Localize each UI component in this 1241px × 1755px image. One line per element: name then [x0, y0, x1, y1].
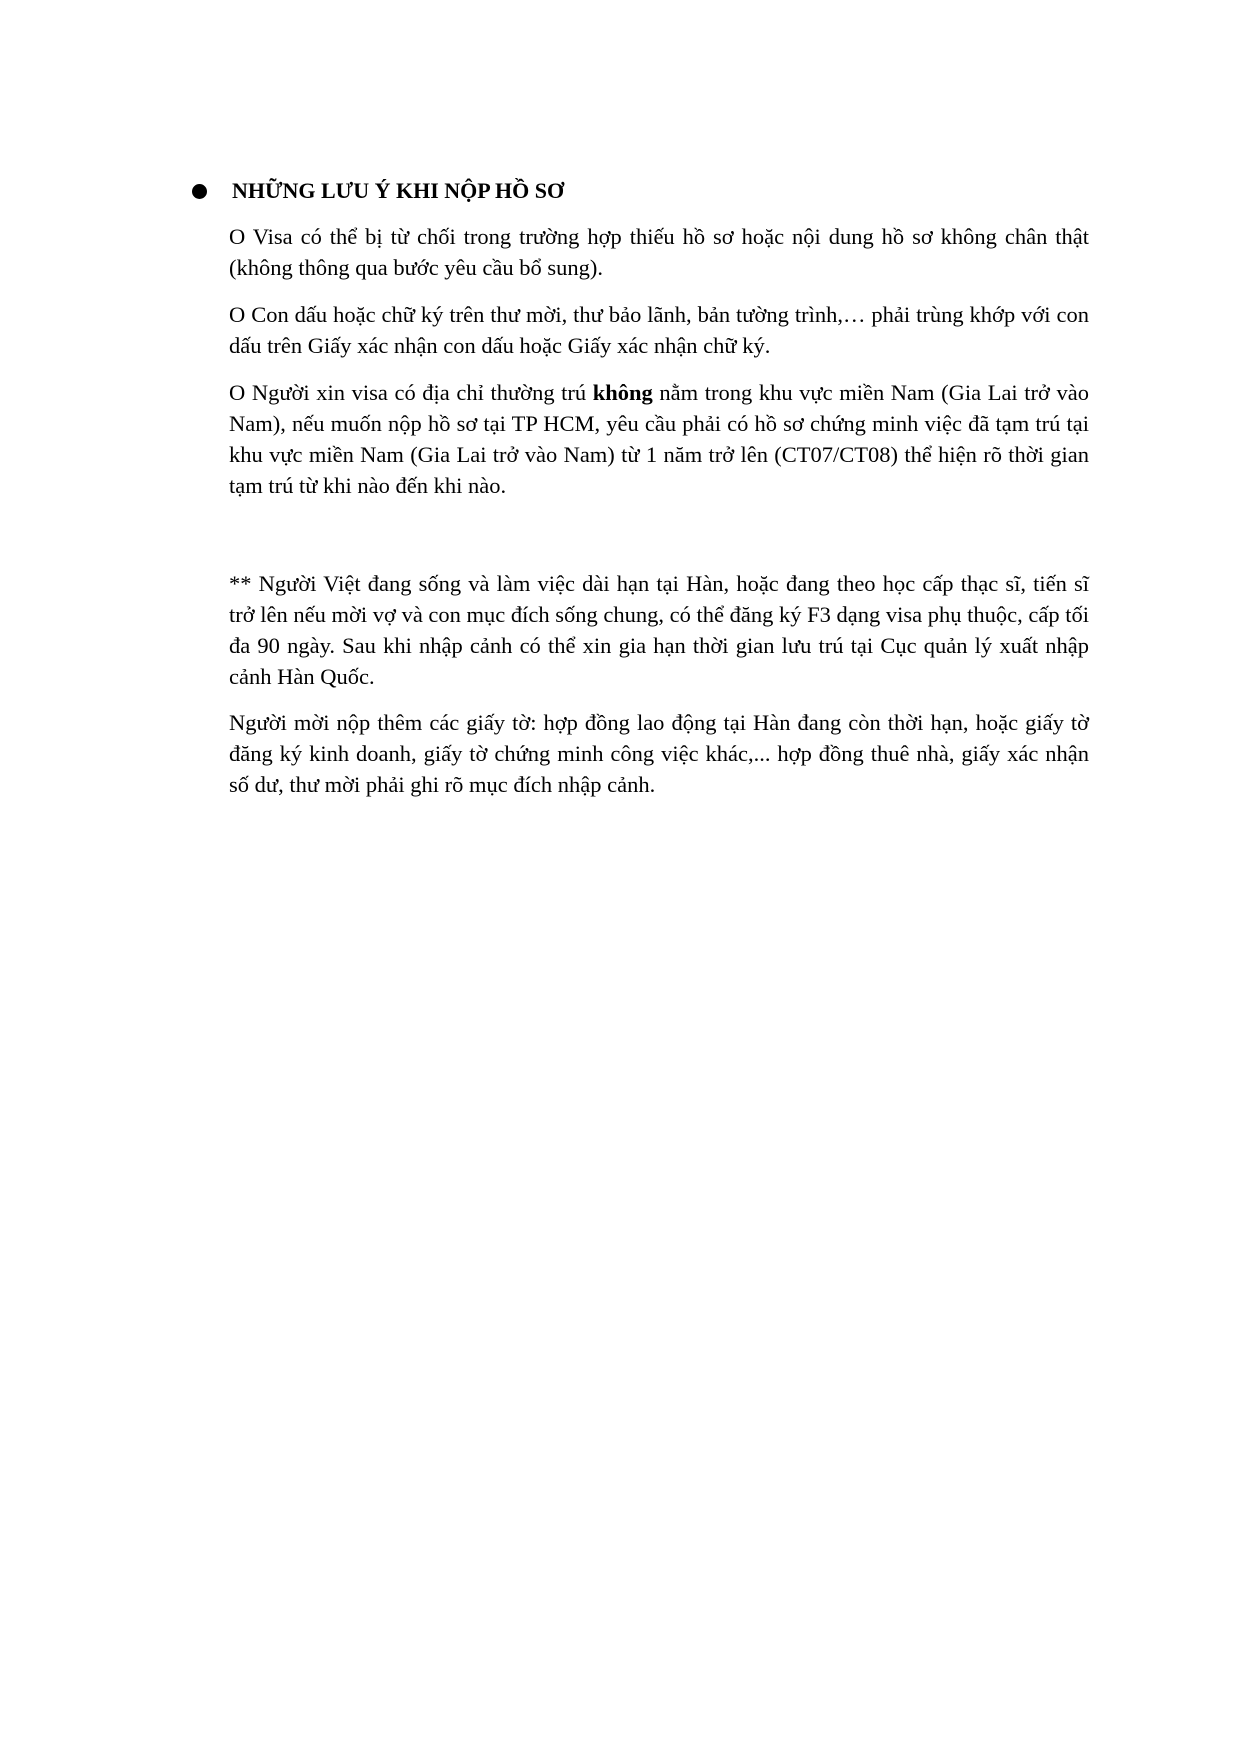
note-item-text-suffix: nằm trong khu vực miền Nam (Gia Lai trở vào Nam), nếu muốn nộp hồ sơ tại TP HCM, yêu cầu phải có hồ sơ chứng minh việc đã tạm trú tại khu vực miền Nam (Gia Lai trở vào Nam) từ 1 năm trở lên (CT07/CT08) thể hiện rõ thời gian tạm trú từ khi nào đến khi nào. [229, 380, 1090, 498]
additional-note [229, 568, 1089, 692]
note-item-text: O Visa có thể bị từ chối trong trường hợp thiếu hồ sơ hoặc nội dung hồ sơ không chân thật (không thông qua bước yêu cầu bổ sung). [229, 224, 1089, 280]
additional-note [229, 707, 1089, 800]
note-item-text [229, 377, 1089, 501]
additional-note-text: Người mời nộp thêm các giấy tờ: hợp đồng lao động tại Hàn đang còn thời hạn, hoặc giấy tờ đăng ký kinh doanh, giấy tờ chứng minh công việc khác,... hợp đồng thuê nhà, giấy xác nhận số dư, thư mời phải ghi rõ mục đích nhập cảnh. [229, 710, 1089, 797]
emphasis-text: không [592, 380, 653, 405]
section-heading [192, 176, 564, 206]
additional-note-text: ** Người Việt đang sống và làm việc dài hạn tại Hàn, hoặc đang theo học cấp thạc sĩ, tiến sĩ trở lên nếu mời vợ và con mục đích sống chung, có thể đăng ký F3 dạng visa phụ thuộc, cấp tối đa 90 ngày. Sau khi nhập cảnh có thể xin gia hạn thời gian lưu trú tại Cục quản lý xuất nhập cảnh Hàn Quốc. [229, 571, 1089, 689]
note-item [229, 299, 1089, 361]
section-heading-text: NHỮNG LƯU Ý KHI NỘP HỒ SƠ [232, 178, 565, 203]
note-item [229, 377, 1089, 501]
bullet-icon [192, 184, 207, 199]
note-item-text-prefix: O Người xin visa có địa chỉ thường trú [229, 380, 593, 405]
note-item [229, 221, 1089, 283]
note-item-text: O Con dấu hoặc chữ ký trên thư mời, thư bảo lãnh, bản tường trình,… phải trùng khớp với con dấu trên Giấy xác nhận con dấu hoặc Giấy xác nhận chữ ký. [229, 302, 1089, 358]
